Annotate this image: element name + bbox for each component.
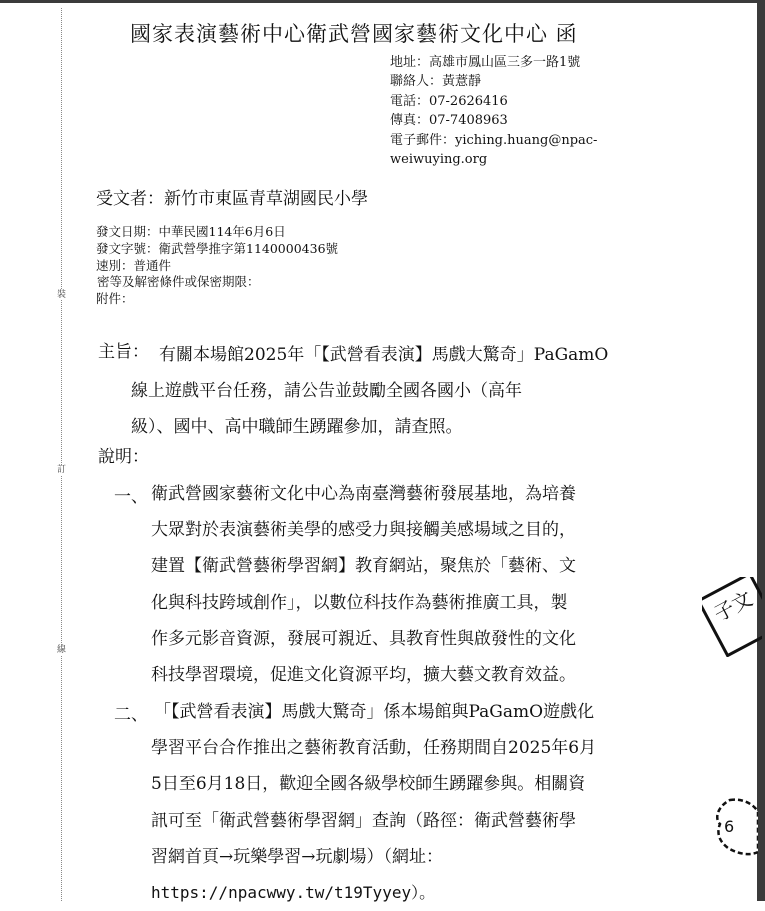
explanation-line: 5日至6月18日，歡迎全國各級學校師生踴躍參與。相關資 xyxy=(151,774,586,795)
sender-address: 地址：高雄市鳳山區三多一路1號 xyxy=(390,55,581,70)
binding-label-top: 裝 xyxy=(57,290,67,300)
issue-date: 發文日期：中華民國114年6月6日 xyxy=(96,224,286,239)
explanation-line: 衛武營國家藝術文化中心為南臺灣藝術發展基地，為培養 xyxy=(151,484,576,504)
explanation-line: 「【武營看表演】馬戲大驚奇」係本場館與PaGamO遊戲化 xyxy=(154,702,595,722)
explanation-line: 習網首頁→玩樂學習→玩劇場）（網址： xyxy=(151,846,443,867)
document-title: 國家表演藝術中心衛武營國家藝術文化中心 函 xyxy=(130,22,578,46)
document-number: 發文字號：衛武營學推字第1140000436號 xyxy=(96,240,339,256)
seal-glyph: 6 xyxy=(724,817,735,836)
explanation-item-number: 一、 xyxy=(114,487,148,507)
explanation-item-1 xyxy=(151,476,576,693)
explanation-line: 科技學習環境，促進文化資源平均，擴大藝文教育效益。 xyxy=(151,665,576,686)
secrecy-level: 密等及解密條件或保密期限： xyxy=(97,274,260,290)
subject-line: 線上遊戲平台任務，請公告並鼓勵全國各國小（高年 xyxy=(131,381,522,401)
window-top-border xyxy=(0,0,765,3)
binding-line xyxy=(61,8,62,901)
contact-person: 聯絡人：黃薏靜 xyxy=(390,74,482,90)
seal-glyph: 子文 xyxy=(709,586,757,627)
subject-line: 級）、國中、高中職師生踴躍參加，請查照。 xyxy=(131,417,463,437)
attachments: 附件： xyxy=(96,291,134,307)
explanation-line: https://npacwwy.tw/t19Tyyey）。 xyxy=(151,883,436,903)
explanation-line: 學習平台合作推出之藝術教育活動，任務期間自2025年6月 xyxy=(151,738,597,759)
subject-body xyxy=(131,337,679,445)
seal-stamp-fragment xyxy=(708,796,758,856)
subject-label: 主旨： xyxy=(98,342,149,362)
explanation-line: 化與科技跨域創作」，以數位科技作為藝術推廣工具，製 xyxy=(151,592,568,613)
window-right-border xyxy=(757,0,765,901)
document-meta-block xyxy=(96,224,338,308)
contact-email-line1: 電子郵件：yiching.huang@npac- xyxy=(390,132,598,148)
explanation-line: 大眾對於表演藝術美學的感受力與接觸美感場域之目的， xyxy=(151,520,576,541)
contact-phone: 電話：07-2626416 xyxy=(390,93,508,109)
subject-line: 有關本場館2025年「【武營看表演】馬戲大驚奇」PaGamO xyxy=(159,345,609,365)
explanation-label: 說明： xyxy=(98,447,149,467)
contact-email-line2: weiwuying.org xyxy=(390,152,488,168)
explanation-line: 作多元影音資源，發展可親近、具教育性與啟發性的文化 xyxy=(151,628,576,649)
contact-fax: 傳真：07-7408963 xyxy=(390,113,508,129)
delivery-speed: 速別：普通件 xyxy=(96,257,172,273)
sender-contact-block xyxy=(390,53,597,169)
binding-label-middle: 訂 xyxy=(57,465,67,475)
explanation-item-2 xyxy=(151,694,596,911)
recipient: 受文者：新竹市東區青草湖國民小學 xyxy=(96,189,368,209)
official-seal-stamp xyxy=(702,577,762,657)
explanation-line: 訊可至「衛武營藝術學習網」查詢（路徑：衛武營藝術學 xyxy=(151,810,576,831)
binding-label-bottom: 線 xyxy=(57,645,67,655)
explanation-line: 建置【衛武營藝術學習網】教育網站，聚焦於「藝術、文 xyxy=(151,556,576,577)
explanation-item-number: 二、 xyxy=(114,705,148,725)
